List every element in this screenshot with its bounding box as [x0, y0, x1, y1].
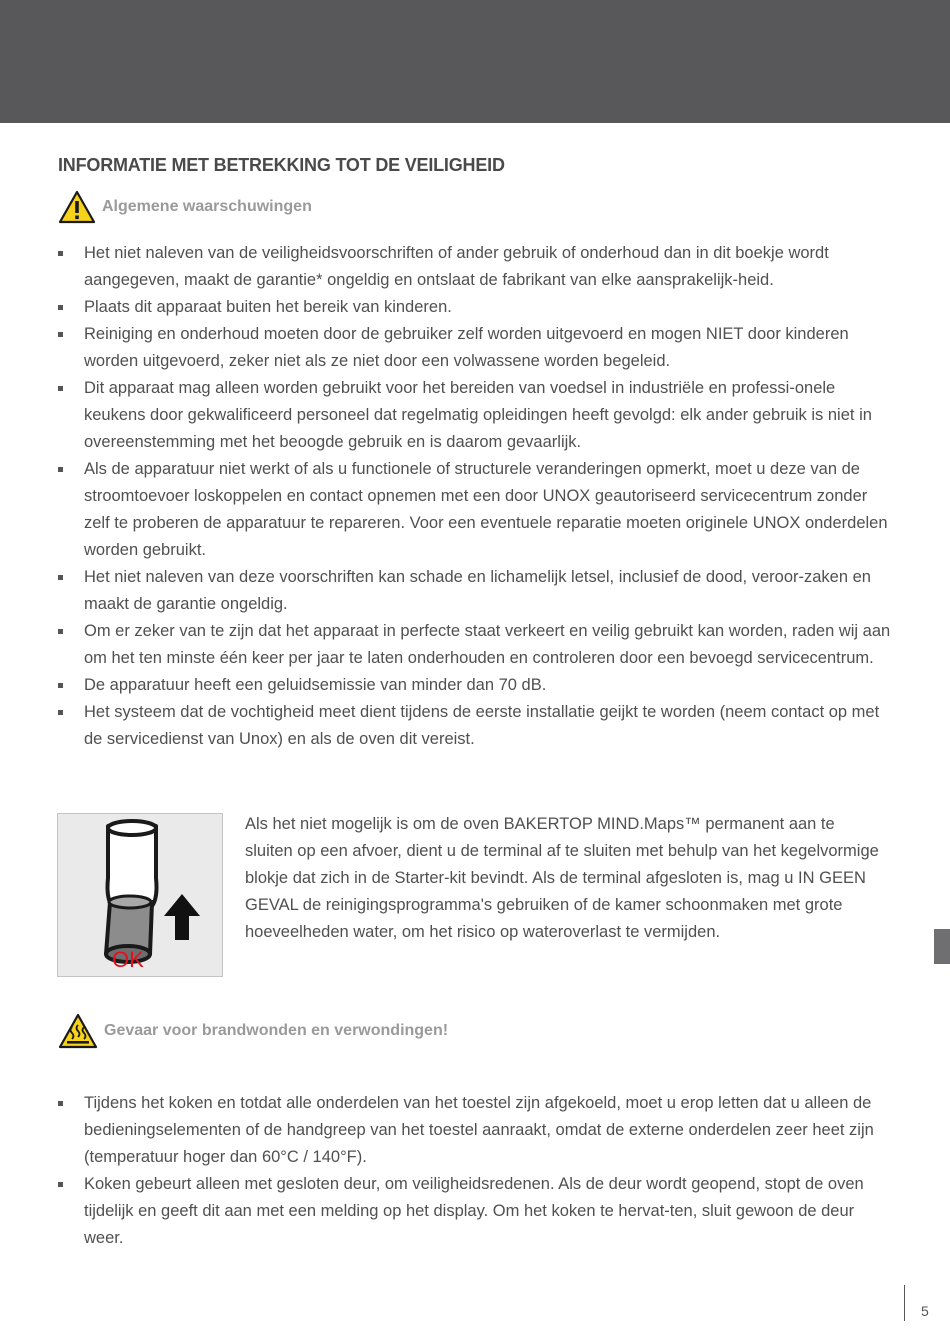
page-number: 5 [921, 1303, 929, 1319]
hot-surface-icon [58, 1013, 98, 1049]
arrow-up-icon [162, 892, 202, 942]
burn-hazard-label: Gevaar voor brandwonden en verwondingen! [104, 1022, 449, 1039]
side-tab-marker [934, 929, 950, 964]
header-band [0, 0, 950, 123]
general-warnings-heading [58, 190, 312, 224]
list-item: Om er zeker van te zijn dat het apparaat in perfecte staat verkeert en veilig gebruikt kan worden, raden wij aan om het ten minste één keer per jaar te laten onderhouden en controleren door een bevoegd servicecentrum. [58, 618, 893, 672]
general-warnings-list [58, 240, 893, 753]
list-item: Dit apparaat mag alleen worden gebruikt voor het bereiden van voedsel in industriële en professi-onele keukens door gekwalificeerd personeel dat regelmatig opleidingen heeft gevolgd: elk ander gebruik is niet in overeenstemming met het beoogde gebruik en is daarom gevaarlijk. [58, 375, 893, 456]
list-item: Tijdens het koken en totdat alle onderdelen van het toestel zijn afgekoeld, moet u erop letten dat u alleen de bedieningselementen of de handgreep van het toestel aanraakt, omdat de externe onderdelen zeer heet zijn (temperatuur hoger dan 60°C / 140°F). [58, 1090, 893, 1171]
section-title: INFORMATIE MET BETREKKING TOT DE VEILIGHEID [58, 155, 505, 175]
drain-terminal-figure [57, 813, 223, 977]
list-item: Plaats dit apparaat buiten het bereik van kinderen. [58, 294, 893, 321]
list-item: Het systeem dat de vochtigheid meet dient tijdens de eerste installatie geijkt te worden (neem contact op met de servicedienst van Unox) en als de oven dit vereist. [58, 699, 893, 753]
list-item: Koken gebeurt alleen met gesloten deur, om veiligheidsredenen. Als de deur wordt geopend, stopt de oven tijdelijk en geeft dit aan met een melding op het display. Om het koken te hervat-ten, sluit gewoon de deur weer. [58, 1171, 893, 1252]
general-warnings-label: Algemene waarschuwingen [102, 198, 312, 215]
list-item: Als de apparatuur niet werkt of als u functionele of structurele veranderingen opmerkt, moet u deze van de stroomtoevoer loskoppelen en contact opnemen met een door UNOX geautoriseerd servicecentrum zonder zelf te proberen de apparatuur te repareren. Voor een eventuele reparatie moeten originele UNOX onderdelen worden gebruikt. [58, 456, 893, 564]
list-item: Reiniging en onderhoud moeten door de gebruiker zelf worden uitgevoerd en mogen NIET door kinderen worden uitgevoerd, zeker niet als ze niet door een volwassene worden begeleid. [58, 321, 893, 375]
burn-hazard-list [58, 1090, 893, 1252]
list-item: De apparatuur heeft een geluidsemissie van minder dan 70 dB. [58, 672, 893, 699]
list-item: Het niet naleven van de veiligheidsvoorschriften of ander gebruik of onderhoud dan in dit boekje wordt aangegeven, maakt de garantie* ongeldig en ontslaat de fabrikant van elke aansprakelijk-heid. [58, 240, 893, 294]
burn-hazard-heading [58, 1013, 448, 1049]
list-item: Het niet naleven van deze voorschriften kan schade en lichamelijk letsel, inclusief de dood, veroor-zaken en maakt de garantie ongeldig. [58, 564, 893, 618]
ok-label: OK [112, 947, 144, 972]
footer-divider [904, 1285, 905, 1321]
drain-terminal-paragraph: Als het niet mogelijk is om de oven BAKERTOP MIND.Maps™ permanent aan te sluiten op een afvoer, dient u de terminal af te sluiten met behulp van het kegelvormige blokje dat zich in de Starter-kit bevindt. Als de terminal afgesloten is, mag u IN GEEN GEVAL de reinigingsprogramma's gebruiken of de kamer schoonmaken met grote hoeveelheden water, om het risico op wateroverlast te vermijden. [245, 815, 879, 941]
warning-triangle-icon [58, 190, 96, 224]
